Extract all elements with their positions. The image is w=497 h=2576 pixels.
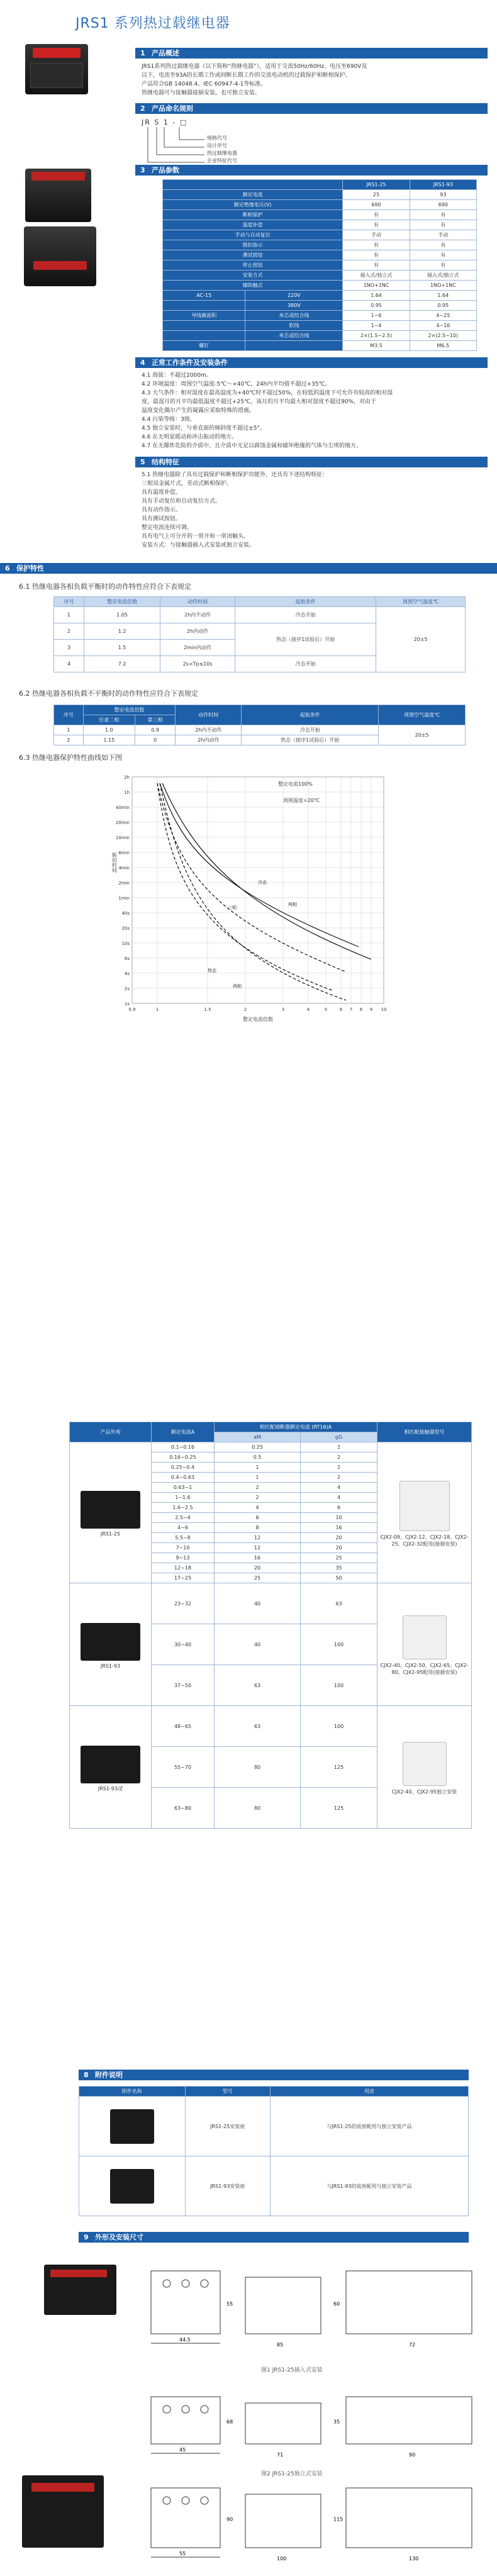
overview-text: JRS1系列热过载继电器（以下简称“热继电器”），适用于交流50Hz/60Hz、电压至690V及 以下，电流至93A的长期工作或间断长期工作的交流电动机的过载保护和断相保护。 产品符合GB 14048.4、IEC 60947-4-1等标准。 热继电器可与接触器接插安装，也可独立安装。 [142, 64, 367, 96]
dim-label: 55 [226, 2301, 233, 2307]
cell: 25 [215, 1573, 301, 1583]
cell: 100 [301, 1624, 377, 1665]
y-tick-label: 40s [121, 911, 130, 916]
subsection-6-3: 6.3 热继电器保护特性曲线如下图 [19, 754, 122, 762]
cell: 0.63~1 [152, 1483, 215, 1493]
x-tick-label: 1 [155, 1007, 159, 1012]
side-view [245, 2403, 321, 2444]
cell: 50 [301, 1573, 377, 1583]
right-view [346, 2488, 472, 2548]
x-tick-label: 0.9 [128, 1007, 136, 1012]
contactor-photo [403, 1615, 447, 1659]
cell: 0.25~0.4 [152, 1463, 215, 1473]
terminal [182, 2497, 189, 2504]
naming-code: JR S 1 - □ [142, 118, 188, 126]
naming-item: 规格代号 [207, 135, 227, 141]
terminal [182, 2280, 189, 2287]
cell: 80 [215, 1788, 301, 1829]
cell: 7~10 [152, 1543, 215, 1553]
cell: 40 [215, 1583, 301, 1624]
cell: 2 [301, 1463, 377, 1473]
product-photo-jrs1-93z [81, 1746, 140, 1783]
cell: 63 [215, 1706, 301, 1747]
dim-label: 44.5 [179, 2337, 191, 2343]
cell: 9~13 [152, 1553, 215, 1563]
cell: 4~6 [152, 1523, 215, 1533]
y-tick-label: 10min [115, 835, 130, 840]
y-tick-label: 4min [118, 866, 130, 871]
section-9-header: 9 外形及安装尺寸 [79, 2232, 469, 2243]
dimension-drawing-1 [145, 2258, 497, 2359]
subsection-6-1: 6.1 热继电器各相负载平衡时的动作特性应符合下表规定 [19, 583, 191, 591]
cell: 0.25 [215, 1442, 301, 1452]
y-tick-label: 1h [124, 790, 130, 795]
cell: 23~32 [152, 1583, 215, 1624]
cell: 63~80 [152, 1788, 215, 1829]
section-5-header: 5 结构特征 [135, 457, 488, 467]
section-8-header: 8 附件说明 [79, 2070, 469, 2080]
x-tick-label: 3 [281, 1007, 285, 1012]
curve-label: 冷态 [258, 880, 267, 885]
y-axis-label: 脱扣时间 [111, 852, 118, 873]
dim-label: 45 [179, 2447, 186, 2453]
dim-label: 60 [333, 2301, 340, 2307]
product-name: JRS1-25 [100, 1531, 121, 1537]
dim-label: 55 [179, 2551, 186, 2556]
cell: 35 [301, 1563, 377, 1573]
product-photo-jrs1-25 [81, 1491, 140, 1529]
terminal [201, 2280, 208, 2287]
section-6-header: 6 保护特性 [0, 563, 497, 574]
cell: 100 [301, 1665, 377, 1706]
accessory-table: 附件名称 型号 用途 JRS1-25安装座 与JRS1-25的底座配用与独立安装产品 JRS1-93安装座 与JRS1-93的底座配用与独立安装产品 [79, 2086, 469, 2216]
cell: 20 [301, 1533, 377, 1543]
x-tick-label: 9 [369, 1007, 373, 1012]
naming-item: 设计序号 [207, 143, 227, 148]
cell: 2 [301, 1442, 377, 1452]
curve-label: 两相 [288, 902, 297, 907]
figure-caption-2: 图2 JRS1-25独立式安装 [261, 2471, 323, 2477]
x-tick-label: 1.5 [204, 1007, 211, 1012]
cell: 1 [215, 1463, 301, 1473]
curve-1 [162, 783, 371, 959]
product-photo-2 [25, 169, 91, 222]
params-head-blank [163, 180, 343, 190]
product-photo-dim-1 [44, 2265, 116, 2315]
contactor-text: CJX2-09、CJX2-12、CJX2-18、CJX2-25、CJX2-32配用(接插安装) [380, 1534, 469, 1547]
cell: 1~1.6 [152, 1493, 215, 1503]
y-tick-label: 40min [115, 805, 130, 810]
cell: 0.1~0.16 [152, 1442, 215, 1452]
unbalanced-load-table: 序号 整定电流倍数 动作时间 起始条件 周围空气温度℃ 任意二相 第三相 1 1.0 0.9 2h内不动作 冷态开始 20±5 2 1.15 0 2h内动作 热态（接序1试验后）开始 [53, 705, 466, 745]
x-tick-label: 2 [243, 1007, 247, 1012]
dim-label: 130 [409, 2556, 419, 2562]
conditions-text: 4.1 海拔：不超过2000m。 4.2 环境温度：周围空气温度-5℃～+40℃，24h内平均值不超过+35℃。 4.3 大气条件：相对湿度在最高温度为+40℃时不超过50%，在较低的温度下可允许有较高的相对湿 度，最湿月的月平均最低温度不超过+25℃，该月的月平均最大相对湿度不超过90%，对由于 温度变化偶尔产生的凝露应采取特殊的措施。 4.4 污染等级：3级。 4.5 独立安装时，与垂直面的倾斜度不超过±5°。 4.6 在无明显摇动和冲击振动的地方。 4.7 在无爆炸危险的介质中，且介质中无足以腐蚀金属和破坏绝缘的气体与尘埃的地方。 [142, 372, 393, 449]
contactor-photo [399, 1481, 450, 1531]
section-4-header: 4 正常工作条件及安装条件 [135, 357, 488, 368]
cell: 48~65 [152, 1706, 215, 1747]
params-table: JRS1-25 JRS1-93 额定电流 25 93 额定绝缘电压(V) 690 690 断相保护 有 有 温度补偿 有 有 手动与自动复位 手动 手动 脱扣指示 有 有 测试按钮 有 有 停止按钮 有 有 安装方式 插入式/独立式 插入式/独立式 辅助触点 1NO+1NC 1NO+1NC AC-15 220V 1.64 1.64 380V 0.95 0.95 导线截面积 单芯或绞合线 1~6 4~25 软线 1~4 4~16 单芯或绞合线 2×(1.5~2.5) 2×(2.5~10) 螺钉 M3.5 M6.5 [162, 179, 477, 351]
cell: 12~18 [152, 1563, 215, 1573]
cell: 12 [215, 1543, 301, 1553]
cell: 0.5 [215, 1452, 301, 1463]
cell: 2 [215, 1483, 301, 1493]
cell: 20 [215, 1563, 301, 1573]
y-tick-label: 10s [121, 941, 130, 946]
front-view [151, 2397, 220, 2444]
x-tick-label: 5 [324, 1007, 328, 1012]
curve-label: 三相 [228, 905, 237, 910]
cell: 55~70 [152, 1747, 215, 1788]
cell: 4 [301, 1493, 377, 1503]
accessory-photo [110, 2109, 154, 2144]
cell: 1 [215, 1473, 301, 1483]
x-axis-label: 整定电流倍数 [243, 1017, 273, 1022]
chart-frame [132, 777, 384, 1003]
y-tick-label: 1s [124, 1001, 130, 1006]
right-view [346, 2271, 472, 2334]
y-tick-label: 4s [124, 971, 130, 976]
dim-label: 100 [277, 2556, 287, 2562]
y-tick-label: 2s [124, 986, 130, 991]
x-tick-label: 4 [306, 1007, 310, 1012]
product-photo-jrs1-93 [81, 1623, 140, 1661]
x-tick-label: 7 [349, 1007, 353, 1012]
cell: 2 [301, 1473, 377, 1483]
dimension-drawing-2 [145, 2384, 497, 2466]
cell: 1.6~2.5 [152, 1503, 215, 1513]
x-tick-label: 6 [339, 1007, 343, 1012]
selection-row [70, 1706, 472, 1747]
product-photo-3 [24, 226, 96, 286]
cell: 2 [215, 1493, 301, 1503]
cell: 17~25 [152, 1573, 215, 1583]
cell: 2 [301, 1452, 377, 1463]
selection-row [70, 1442, 472, 1452]
naming-rule [142, 118, 330, 162]
chart-note-2: 周围温度=20℃ [283, 798, 320, 803]
selection-table: 产品外观 额定电流A 相匹配熔断器额定电流 (RT16)A 相匹配接触器型号 aM gG JRS1-25 0.1~0.16 0.25 2 CJX2-09、CJX2-12、CJX2-18、CJX2-25、CJX2-32配用(接插安装) 0.16~0.25 0.5 2 0.25~0.4 1 2 0.4~0.63 1 2 0.63~1 2 4 1~1.6 2 4 1.6~2.5 4 6 2.5~4 6 10 4~6 8 16 5.5~8 12 20 7~10 12 20 9~13 16 25 12~18 20 35 17~25 25 50 JRS1-93 23~32 40 63 CJX2-40、CJX2-50、CJX2-65、CJX2-80、CJX2-95配用(接插安装) 30~40 40 100 37~50 63 100 JRS1-93/Z 48~65 63 100 CJX2-40、CJX2-95独立安装 55~70 80 125 63~80 80 125 [69, 1422, 472, 1829]
balanced-load-table: 序号 整定电流倍数 动作时间 起始条件 周围空气温度℃ 1 1.05 2h内不动作 冷态开始 20±5 2 1.2 2h内动作 热态（接序1试验后）开始 3 1.5 2min内动作 4 7.2 2s<Tp≤10s 冷态开始 [53, 596, 466, 672]
cell: 100 [301, 1706, 377, 1747]
product-photo-dim-3 [22, 2475, 104, 2548]
page-title: JRS1 系列热过载继电器 [75, 16, 230, 31]
product-name: JRS1-93/Z [98, 1785, 123, 1792]
col-head: JRS1-93 [410, 180, 476, 190]
curve-label: 热态 [208, 968, 216, 973]
cell: 4 [301, 1483, 377, 1493]
cell: 0.4~0.63 [152, 1473, 215, 1483]
cell: 20 [301, 1543, 377, 1553]
protection-curve-chart [107, 771, 403, 1029]
y-tick-label: 20s [121, 926, 130, 931]
col-head: JRS1-25 [343, 180, 410, 190]
curve-label: 两相 [233, 984, 242, 989]
naming-item: 热过载继电器 [207, 150, 237, 156]
cell: 125 [301, 1788, 377, 1829]
y-tick-label: 1min [118, 896, 130, 901]
right-view [346, 2397, 472, 2444]
y-tick-label: 20min [115, 820, 130, 825]
cell: 25 [301, 1553, 377, 1563]
y-tick-label: 6min [118, 850, 130, 856]
cell: 10 [301, 1513, 377, 1523]
structure-text: 5.1 热继电器除了具有过载保护和断相保护功能外，还具有下述结构特征： 三相双金属片式，差动式断相保护。 具有温度补偿。 具有手动复位和自动复位方式。 具有动作指示。 具有测试按钮。 整定电流连续可调。 具有电气上可分开的一常开和一常闭触头。 安装方式：与接触器插入式安装或独立安装。 [142, 472, 328, 549]
cell: 80 [215, 1747, 301, 1788]
section-1-header: 1 产品概述 [135, 48, 488, 59]
dim-label: 90 [409, 2452, 416, 2458]
chart-note-1: 整定电流100% [278, 781, 313, 787]
contactor-text: CJX2-40、CJX2-95独立安装 [391, 1788, 457, 1795]
cell: 2.5~4 [152, 1513, 215, 1523]
curve-0 [160, 783, 359, 947]
cell: 63 [301, 1583, 377, 1624]
terminal [201, 2406, 208, 2413]
dim-label: 35 [333, 2419, 340, 2425]
cell: 125 [301, 1747, 377, 1788]
cell: 6 [215, 1513, 301, 1523]
contactor-text: CJX2-40、CJX2-50、CJX2-65、CJX2-80、CJX2-95配用(接插安装) [380, 1663, 469, 1675]
terminal [163, 2280, 170, 2287]
y-tick-label: 6s [124, 956, 130, 961]
cell: 8 [215, 1523, 301, 1533]
contactor-photo [403, 1742, 447, 1786]
cell: 6 [301, 1503, 377, 1513]
x-tick-label: 8 [359, 1007, 363, 1012]
terminal [201, 2497, 208, 2504]
product-name: JRS1-93 [100, 1663, 121, 1669]
dimension-drawing-3 [145, 2475, 491, 2570]
section-3-header: 3 产品参数 [135, 165, 488, 176]
cell: 16 [215, 1553, 301, 1563]
figure-caption-1: 图1 JRS1-25插入式安装 [261, 2367, 323, 2373]
terminal [182, 2406, 189, 2413]
terminal [163, 2406, 170, 2413]
cell: 4 [215, 1503, 301, 1513]
selection-row [70, 1583, 472, 1624]
cell: 63 [215, 1665, 301, 1706]
y-tick-label: 2min [118, 881, 130, 886]
dim-label: 90 [226, 2516, 233, 2523]
dim-label: 72 [409, 2342, 416, 2348]
dim-label: 71 [277, 2452, 284, 2458]
accessory-photo [110, 2169, 154, 2204]
cell: 40 [215, 1624, 301, 1665]
cell: 0.16~0.25 [152, 1452, 215, 1463]
curve-2 [157, 783, 346, 972]
dim-label: 115 [333, 2516, 343, 2523]
cell: 16 [301, 1523, 377, 1533]
dim-label: 68 [226, 2419, 233, 2425]
subsection-6-2: 6.2 热继电器各相负载不平衡时的动作特性应符合下表规定 [19, 689, 198, 698]
side-view [245, 2277, 321, 2334]
product-photo-1 [25, 44, 88, 94]
section-2-header: 2 产品命名规则 [135, 103, 488, 114]
cell: 37~50 [152, 1665, 215, 1706]
naming-item: 企业特征代号 [207, 158, 237, 164]
terminal [163, 2497, 170, 2504]
cell: 5.5~8 [152, 1533, 215, 1543]
front-view [151, 2271, 220, 2334]
cell: 12 [215, 1533, 301, 1543]
side-view [245, 2494, 321, 2548]
dim-label: 85 [277, 2342, 284, 2348]
x-tick-label: 10 [381, 1007, 387, 1012]
curve-4 [160, 783, 346, 1000]
cell: 30~40 [152, 1624, 215, 1665]
y-tick-label: 2h [124, 775, 130, 780]
